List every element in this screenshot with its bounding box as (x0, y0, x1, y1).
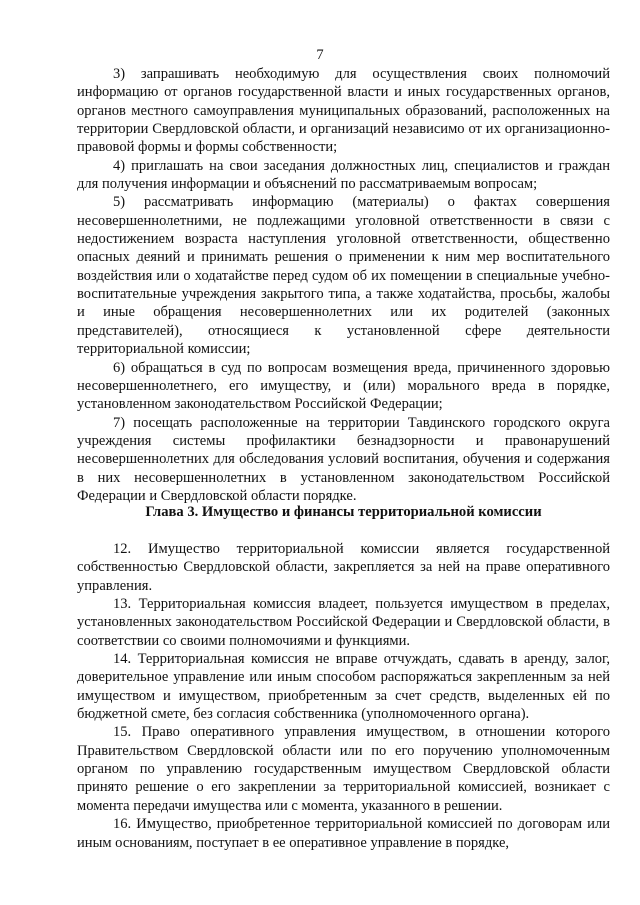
paragraph-13: 13. Территориальная комиссия владеет, пользуется имуществом в пределах, установленных законодательством Российской Федерации и Свердловской области, в соответствии со своими полномочиями и функциями. (77, 596, 610, 649)
chapter-heading: Глава 3. Имущество и финансы территориальной комиссии (145, 504, 542, 520)
paragraph-list-top (77, 65, 610, 505)
paragraph-item-4: 4) приглашать на свои заседания должностных лиц, специалистов и граждан для получения информации и объяснений по рассматриваемым вопросам; (77, 157, 610, 193)
paragraph-14: 14. Территориальная комиссия не вправе отчуждать, сдавать в аренду, залог, доверительное управление или иным способом распоряжаться закрепленным за ней имуществом и имуществом, приобретенным за счет средств, выделенных ей по бюджетной смете, без согласия собственника (уполномоченного органа). (77, 651, 610, 723)
paragraph-16: 16. Имущество, приобретенное территориальной комиссией по договорам или иным основаниям, поступает в ее оперативное управление в порядке, (77, 816, 610, 851)
paragraph-12: 12. Имущество территориальной комиссии является государственной собственностью Свердловской области, закрепляется за ней на праве оперативного управления. (77, 541, 610, 594)
paragraph-15: 15. Право оперативного управления имуществом, в отношении которого Правительством Свердловской области или по его поручению уполномоченным органом по управлению государственным имуществом Свердловской области принято решение о его закреплении за территориальной комиссией, возникает с момента передачи имущества или с момента, указанного в решении. (77, 724, 610, 814)
paragraph-item-6: 6) обращаться в суд по вопросам возмещения вреда, причиненного здоровью несовершеннолетнего, его имуществу, и (или) морального вреда в порядке, установленном законодательством Российской Федерации; (77, 359, 610, 413)
paragraph-item-7: 7) посещать расположенные на территории Тавдинского городского округа учреждения системы профилактики безнадзорности и правонарушений несовершеннолетних для обследования условий воспитания, обучения и содержания в них несовершеннолетних в установленном законодательством Российской Федерации и Свердловской области порядке. (77, 414, 610, 504)
paragraph-item-3: 3) запрашивать необходимую для осуществления своих полномочий информацию от органов государственной власти и иных государственных органов, органов местного самоуправления муниципальных образований, расположенных на территории Свердловской области, и организаций независимо от их организационно-правовой формы и формы собственности; (77, 66, 610, 156)
paragraph-item-5: 5) рассматривать информацию (материалы) о фактах совершения несовершеннолетними, не подлежащими уголовной ответственности в связи с недостижением возраста наступления уголовной ответственности, общественно опасных деяний и принимать решения о применении к ним мер воспитательного воздействия или о ходатайстве перед судом об их помещении в специальные учебно-воспитательные учреждения закрытого типа, а также ходатайства, просьбы, жалобы и иные обращения несовершеннолетних или их родителей (законных представителей), относящиеся к установленной сфере деятельности территориальной комиссии; (77, 194, 610, 358)
page-number: 7 (316, 47, 324, 63)
paragraph-list-bottom (77, 540, 610, 852)
